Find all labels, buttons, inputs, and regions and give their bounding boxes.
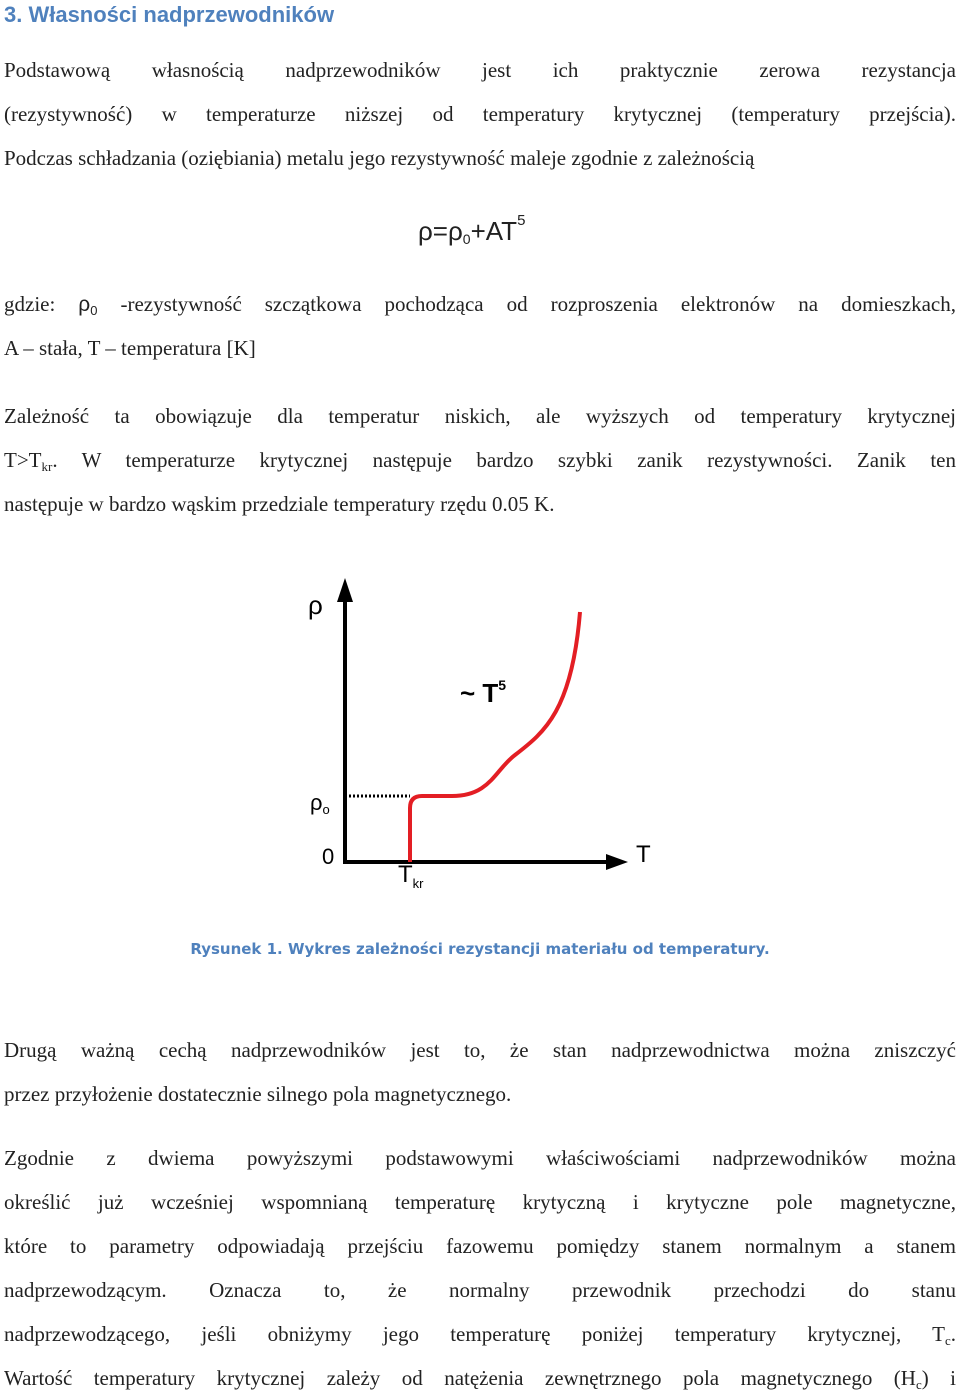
- text-line: następuje w bardzo wąskim przedziale temperatury rzędu 0.05 K.: [4, 492, 555, 516]
- text-line: (rezystywność) w temperaturze niższej od temperatury krytycznej (temperatury przejścia).: [4, 102, 956, 126]
- text-tkr-a: T>T: [4, 448, 42, 472]
- formula-rho: ρ: [418, 216, 433, 246]
- formula-rho0: ρ: [447, 216, 463, 246]
- curve-label-main: ~ T: [460, 678, 499, 708]
- paragraph-intro: [4, 58, 956, 198]
- text-tc-sub: c: [944, 1333, 951, 1348]
- text-line: nadprzewodzącym. Oznacza to, że normalny przewodnik przechodzi do stanu: [4, 1278, 956, 1302]
- resistivity-formula: [418, 212, 526, 247]
- text-tc-a: nadprzewodzącego, jeśli obniżymy jego temperaturę poniżej temperatury krytycznej, T: [4, 1322, 945, 1346]
- tkr-label: [398, 861, 424, 891]
- paragraph-dependence: [4, 404, 956, 534]
- section-heading: 3. Własności nadprzewodników: [4, 2, 335, 27]
- where-prefix: gdzie:: [4, 292, 79, 316]
- text-line: które to parametry odpowiadają przejściu fazowemu pomiędzy stanem normalnym a stanem: [4, 1234, 956, 1258]
- zero-label: 0: [322, 844, 335, 869]
- text-tc-b: .: [950, 1322, 956, 1346]
- formula-exponent: 5: [517, 212, 526, 229]
- text-line: [4, 1366, 956, 1391]
- rho0-label-sub: o: [322, 802, 330, 817]
- tkr-label-main: T: [398, 861, 413, 888]
- figure-caption: Rysunek 1. Wykres zależności rezystancji materiału od temperatury.: [190, 940, 770, 958]
- text-tkr-b: . W temperaturze krytycznej następuje bardzo szybki zanik rezystywności. Zanik ten: [52, 448, 956, 472]
- text-line: przez przyłożenie dostatecznie silnego pola magnetycznego.: [4, 1082, 512, 1106]
- where-rho: ρ: [78, 293, 91, 316]
- text-line: A – stała, T – temperatura [K]: [4, 336, 256, 360]
- resistivity-curve: [410, 612, 580, 862]
- y-axis-label: ρ: [308, 590, 323, 620]
- text-line: określić już wcześniej wspomnianą temperaturę krytyczną i krytyczne pole magnetyczne,: [4, 1190, 956, 1214]
- text-line: Zależność ta obowiązuje dla temperatur niskich, ale wyższych od temperatury krytycznej: [4, 404, 956, 428]
- text-line: Podczas schładzania (oziębiania) metalu jego rezystywność maleje zgodnie z zależnością: [4, 146, 755, 170]
- tkr-label-sub: kr: [412, 876, 424, 891]
- text-hc-b: ) i: [921, 1366, 957, 1390]
- formula-equals: =: [432, 216, 448, 246]
- where-rho-sub: 0: [90, 303, 98, 318]
- text-line: Zgodnie z dwiema powyższymi podstawowymi właściwościami nadprzewodników można: [4, 1146, 956, 1170]
- paragraph-critical: [4, 1146, 956, 1391]
- where-text: -rezystywność szczątkowa pochodząca od rozproszenia elektronów na domieszkach,: [97, 292, 956, 316]
- resistivity-temperature-figure: [290, 560, 670, 900]
- text-line: [4, 1322, 956, 1347]
- text-tkr-sub: kr: [41, 459, 53, 474]
- curve-label: [460, 677, 506, 708]
- paragraph-magnetic: [4, 1038, 956, 1118]
- text-line: Drugą ważną cechą nadprzewodników jest to, że stan nadprzewodnictwa można zniszczyć: [4, 1038, 956, 1062]
- rho0-label: [310, 790, 330, 817]
- x-axis-label: T: [636, 841, 651, 868]
- text-line: [4, 292, 956, 317]
- formula-sub0: 0: [462, 231, 471, 247]
- rho0-label-main: ρ: [310, 790, 323, 815]
- paragraph-where: [4, 292, 956, 372]
- formula-rest: +AT: [470, 216, 518, 246]
- text-line: [4, 448, 956, 473]
- curve-label-exp: 5: [498, 677, 507, 693]
- x-axis-arrow: [606, 854, 628, 870]
- text-hc-a: Wartość temperatury krytycznej zależy od natężenia zewnętrznego pola magnetycznego (H: [4, 1366, 916, 1390]
- text-hc-sub: c: [915, 1377, 922, 1392]
- y-axis-arrow: [337, 578, 353, 602]
- text-line: Podstawową własnością nadprzewodników jest ich praktycznie zerowa rezystancja: [4, 58, 956, 82]
